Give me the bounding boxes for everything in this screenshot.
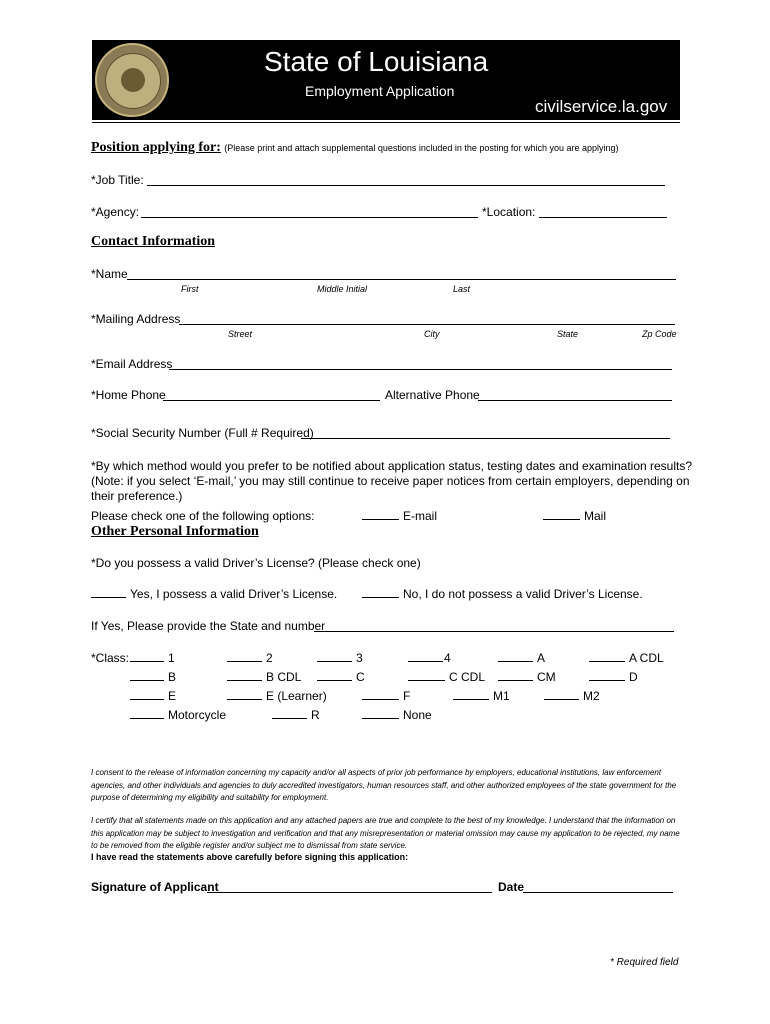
header-title: State of Louisiana: [264, 46, 489, 77]
class-r-checkbox[interactable]: [272, 708, 307, 719]
class-b-checkbox[interactable]: [130, 670, 164, 681]
class-m2-label: M2: [583, 689, 600, 703]
license-yes-option[interactable]: [91, 587, 337, 601]
class-a-label: A: [537, 651, 546, 665]
name-label: *Name: [91, 267, 128, 281]
header-website: civilservice.la.gov: [535, 97, 668, 116]
class-2-checkbox[interactable]: [227, 651, 262, 662]
home-phone-label: *Home Phone: [91, 388, 166, 402]
ssn-field[interactable]: [301, 438, 670, 439]
class-cm[interactable]: [498, 670, 556, 684]
agency-field[interactable]: [141, 217, 478, 218]
class-2[interactable]: [227, 651, 273, 665]
required-note: * Required field: [610, 957, 679, 968]
name-first-label: First: [181, 284, 199, 294]
class-c-cdl[interactable]: [408, 670, 485, 684]
signature-label: Signature of Applicant: [91, 880, 219, 894]
license-no-option[interactable]: [362, 587, 643, 601]
class-cm-label: CM: [537, 670, 556, 684]
class-m1[interactable]: [453, 689, 510, 703]
mailing-street-label: Street: [228, 329, 253, 339]
agency-label: *Agency:: [91, 205, 140, 219]
class-3-checkbox[interactable]: [317, 651, 352, 662]
signature-field[interactable]: [207, 892, 492, 893]
class-none-checkbox[interactable]: [362, 708, 399, 719]
class-motorcycle-label: Motorcycle: [168, 708, 227, 722]
class-m1-checkbox[interactable]: [453, 689, 489, 700]
class-motorcycle-checkbox[interactable]: [130, 708, 164, 719]
class-b-label: B: [168, 670, 177, 684]
class-1-checkbox[interactable]: [130, 651, 164, 662]
alt-phone-label: Alternative Phone: [385, 388, 480, 402]
class-motorcycle[interactable]: [130, 708, 226, 722]
contact-heading: Contact Information: [91, 234, 216, 249]
check-prompt: Please check one of the following options:: [91, 509, 315, 523]
header-subtitle: Employment Application: [305, 83, 455, 99]
license-no-label: No, I do not possess a valid Driver’s License.: [403, 587, 643, 601]
class-b-cdl-checkbox[interactable]: [227, 670, 262, 681]
license-yes-label: Yes, I possess a valid Driver’s License.: [130, 587, 338, 601]
email-label: *Email Address: [91, 357, 173, 371]
ssn-label: *Social Security Number (Full # Required): [91, 426, 314, 440]
class-a-cdl-label: A CDL: [629, 651, 664, 665]
class-e-checkbox[interactable]: [130, 689, 164, 700]
mailing-zip-label: Zp Code: [642, 329, 677, 339]
position-heading: Position applying for:: [91, 140, 221, 155]
class-b-cdl[interactable]: [227, 670, 301, 684]
class-e-learner[interactable]: [227, 689, 327, 703]
class-m2-checkbox[interactable]: [544, 689, 579, 700]
class-r-label: R: [311, 708, 320, 722]
email-option-label: E-mail: [403, 509, 438, 523]
email-option[interactable]: [362, 509, 437, 523]
class-c-cdl-checkbox[interactable]: [408, 670, 445, 681]
class-label: *Class:: [91, 651, 130, 665]
class-r[interactable]: [272, 708, 320, 722]
license-no-checkbox[interactable]: [362, 587, 399, 598]
class-1[interactable]: [130, 651, 175, 665]
state-number-label: If Yes, Please provide the State and number: [91, 619, 326, 633]
position-section: [91, 140, 619, 156]
class-4[interactable]: [408, 651, 451, 665]
class-d[interactable]: [589, 670, 638, 684]
header-banner: [92, 40, 680, 120]
class-a-checkbox[interactable]: [498, 651, 533, 662]
class-e-label: E: [168, 689, 177, 703]
alt-phone-field[interactable]: [478, 400, 672, 401]
class-e[interactable]: [130, 689, 176, 703]
class-1-label: 1: [168, 651, 175, 665]
name-field[interactable]: [127, 279, 676, 280]
class-cm-checkbox[interactable]: [498, 670, 533, 681]
position-note: (Please print and attach supplemental questions included in the posting for which you are applying): [224, 143, 619, 153]
state-seal-icon: [95, 43, 169, 117]
mail-checkbox[interactable]: [543, 509, 580, 520]
consent-paragraph: I consent to the release of information concerning my capacity and/or all aspects of prior job performance by employers, educational institutions, law enforcement agencies, and other individuals and agencies to duly accredited investigators, human resources staff, and other authorized employees of the state government for the purpose of determining my eligibility and suitability for employment.: [91, 768, 677, 802]
class-3-label: 3: [356, 651, 363, 665]
class-4-label: 4: [444, 651, 451, 665]
name-middle-label: Middle Initial: [317, 284, 368, 294]
notify-line-2: (Note: if you select ‘E-mail,’ you may still continue to receive paper notices from certain employers, depending on: [91, 474, 690, 488]
job-title-label: *Job Title:: [91, 173, 144, 187]
email-field[interactable]: [169, 369, 672, 370]
class-a-cdl-checkbox[interactable]: [589, 651, 625, 662]
job-title-field[interactable]: [147, 185, 665, 186]
location-label: *Location:: [482, 205, 536, 219]
class-a-cdl[interactable]: [589, 651, 664, 665]
class-a[interactable]: [498, 651, 545, 665]
mail-option[interactable]: [543, 509, 606, 523]
notify-line-1: *By which method would you prefer to be notified about application status, testing dates and examination results?: [91, 459, 693, 473]
mailing-label: *Mailing Address: [91, 312, 181, 326]
class-f-label: F: [403, 689, 411, 703]
license-yes-checkbox[interactable]: [91, 587, 126, 598]
class-e-learner-checkbox[interactable]: [227, 689, 262, 700]
home-phone-field[interactable]: [163, 400, 380, 401]
class-none[interactable]: [362, 708, 432, 722]
name-last-label: Last: [453, 284, 471, 294]
certify-paragraph: I certify that all statements made on this application and any attached papers are true and complete to the best of my knowledge. I understand that the information on this application may be subject to investigation and verification and that any misrepresentation or material omission may cause my application to be rejected, my name to be removed from the eligible register and/or subject me to dismissal from state service.: [91, 816, 680, 850]
class-3[interactable]: [317, 651, 363, 665]
personal-heading: Other Personal Information: [91, 524, 259, 539]
class-c-label: C: [356, 670, 365, 684]
class-none-label: None: [403, 708, 432, 722]
license-question: *Do you possess a valid Driver’s License? (Please check one): [91, 556, 421, 570]
read-statement: I have read the statements above carefully before signing this application:: [91, 852, 409, 862]
class-m2[interactable]: [544, 689, 600, 703]
class-b-cdl-label: B CDL: [266, 670, 302, 684]
mailing-state-label: State: [557, 329, 579, 339]
class-c-cdl-label: C CDL: [449, 670, 486, 684]
class-d-checkbox[interactable]: [589, 670, 625, 681]
class-4-checkbox[interactable]: [408, 651, 443, 662]
class-f[interactable]: [362, 689, 410, 703]
class-b[interactable]: [130, 670, 176, 684]
class-c[interactable]: [317, 670, 365, 684]
class-c-checkbox[interactable]: [317, 670, 352, 681]
email-checkbox[interactable]: [362, 509, 399, 520]
class-e-learner-label: E (Learner): [266, 689, 327, 703]
class-d-label: D: [629, 670, 638, 684]
notify-line-3: their preference.): [91, 489, 183, 503]
mail-option-label: Mail: [584, 509, 607, 523]
date-field[interactable]: [523, 892, 673, 893]
class-2-label: 2: [266, 651, 273, 665]
state-number-field[interactable]: [314, 631, 674, 632]
mailing-field[interactable]: [179, 324, 675, 325]
class-f-checkbox[interactable]: [362, 689, 399, 700]
class-m1-label: M1: [493, 689, 510, 703]
date-label: Date: [498, 880, 525, 894]
location-field[interactable]: [539, 217, 667, 218]
mailing-city-label: City: [424, 329, 440, 339]
